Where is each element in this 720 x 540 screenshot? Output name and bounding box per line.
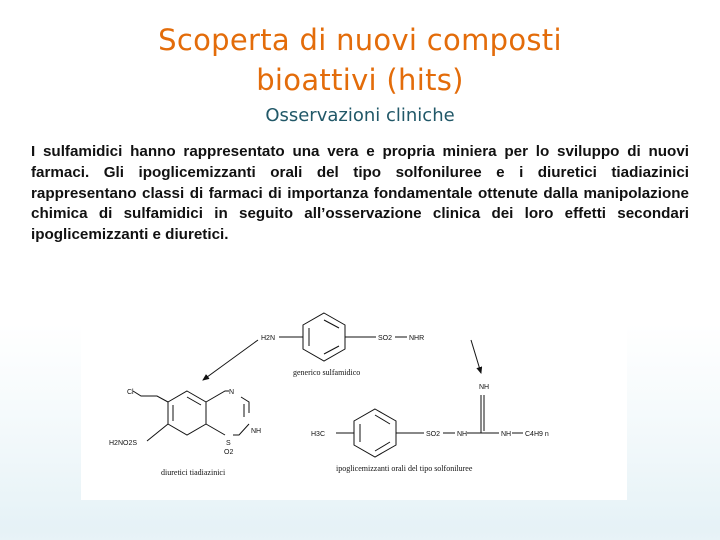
label-nh-1: NH <box>457 431 468 438</box>
label-nh-2: NH <box>501 431 512 438</box>
label-s-thiadiazine: S <box>226 440 231 447</box>
arrow-to-sulfonylurea <box>471 340 481 373</box>
label-cl: Cl <box>127 389 134 396</box>
body-paragraph: I sulfamidici hanno rappresentato una vera e propria miniera per lo sviluppo di nuovi farmaci. Gli ipoglicemizzanti orali del tipo solfoniluree e i diuretici tiadiazinici rappresentano classi di farmaci di importanza fondamentale ottenute dalla manipolazione chimica di sulfamidici in seguito all’osservazione clinica dei loro effetti secondari ipoglicemizzanti e diuretici. <box>31 143 689 244</box>
slide-bottom-gradient <box>0 526 720 540</box>
label-h3c: H3C <box>311 431 326 438</box>
label-so2-top: SO2 <box>378 335 393 342</box>
structures-svg <box>81 293 627 500</box>
label-c4h9: C4H9 n <box>525 431 549 438</box>
label-nh-thiadiazine: NH <box>251 428 262 435</box>
benzene-ring-left <box>168 391 206 435</box>
slide-subtitle: Osservazioni cliniche <box>265 105 455 126</box>
label-so2-bottom: SO2 <box>426 431 441 438</box>
caption-sulfonamide: generico sulfamidico <box>293 368 361 377</box>
title-line-2: bioattivi (hits) <box>256 63 464 97</box>
label-nh-top: NH <box>479 384 490 391</box>
label-n-thiadiazine: N <box>229 389 235 396</box>
thiadiazine-structure <box>133 391 249 441</box>
caption-thiadiazine: diuretici tiadiazinici <box>161 468 226 477</box>
slide-title <box>0 20 720 100</box>
label-h2no2s: H2NO2S <box>109 440 138 447</box>
caption-sulfonylurea: ipoglicemizzanti orali del tipo solfoniluree <box>336 464 473 473</box>
sulfonylurea-structure <box>336 395 523 457</box>
label-h2n: H2N <box>261 335 276 342</box>
label-o2-thiadiazine: O2 <box>224 449 234 456</box>
chemical-structures-figure <box>81 293 627 500</box>
title-line-1: Scoperta di nuovi composti <box>158 23 562 57</box>
label-nhr: NHR <box>409 335 425 342</box>
arrow-to-thiadiazine <box>203 340 258 380</box>
